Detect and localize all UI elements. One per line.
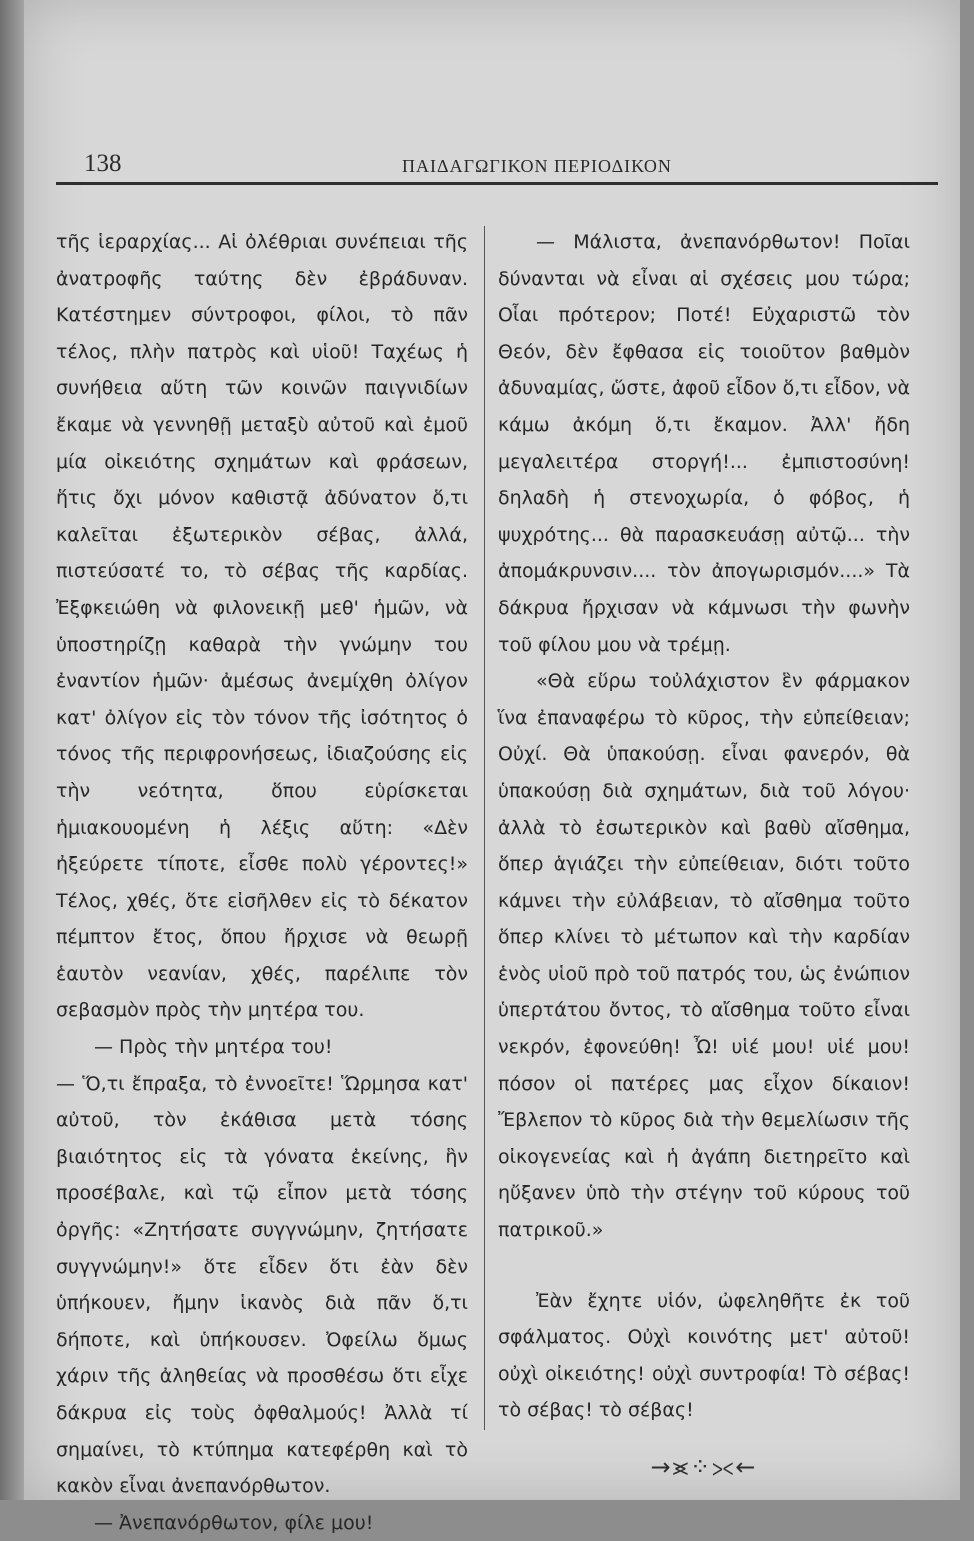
right-column — [498, 224, 910, 1486]
paragraph: — Μάλιστα, ἀνεπανόρθωτον! Ποῖαι δύνανται νὰ εἶναι αἱ σχέσεις μου τώρα; Οἷαι πρότερον; Ποτέ! Εὐχαριστῶ τὸν Θεόν, δὲν ἔφθασα εἰς τοιοῦτον βαθμὸν ἀδυναμίας, ὥστε, ἀφοῦ εἶδον ὅ,τι εἶδον, νὰ κάμω ἀκόμη ὅ,τι ἔκαμον. Ἀλλ' ἤδη μεγαλειτέρα στοργή!... ἐμπιστοσύνη! δηλαδὴ ἡ στενοχωρία, ὁ φόβος, ἡ ψυχρότης... θὰ παρασκευάσῃ αὐτῷ... τὴν ἀπομάκρυνσιν.... τὸν ἀπογωρισμόν....» Τὰ δάκρυα ἤρχισαν νὰ κάμνωσι τὴν φωνὴν τοῦ φίλου μου νὰ τρέμῃ. — [498, 231, 910, 656]
column-divider — [484, 226, 485, 1430]
book-binding-edge — [0, 0, 24, 1500]
ornament-divider-icon: →⪤⁘⪥← — [650, 1453, 758, 1481]
paragraph: — Πρὸς τὴν μητέρα του! — [94, 1036, 333, 1059]
paragraph: Ἐὰν ἔχητε υἱόν, ὠφεληθῆτε ἐκ τοῦ σφάλματος. Οὐχὶ κοινότης μετ' αὐτοῦ! οὐχὶ οἰκειότης! οὐχὶ συντροφία! Τὸ σέβας! τὸ σέβας! τὸ σέβας! — [498, 1289, 910, 1422]
page-number: 138 — [84, 150, 122, 177]
paragraph: «Θὰ εὕρω τοὐλάχιστον ἓν φάρμακον ἵνα ἐπαναφέρω τὸ κῦρος, τὴν εὐπείθειαν; Οὐχί. Θὰ ὑπακούσῃ. εἶναι φανερόν, θὰ ὑπακούσῃ διὰ σχημάτων, διὰ τοῦ λόγου· ἀλλὰ τὸ ἐσωτερικὸν καὶ βαθὺ αἴσθημα, ὅπερ ἁγιάζει τὴν εὐπείθειαν, διότι τοῦτο κάμνει τὴν εὐλάβειαν, τὸ αἴσθημα τοῦτο ὅπερ κλίνει τὸ μέτωπον καὶ τὴν καρδίαν ἑνὸς υἱοῦ πρὸ τοῦ πατρός του, ὡς ἐνώπιον ὑπερτάτου ὄντος, τὸ αἴσθημα τοῦτο εἶναι νεκρόν, ἐφονεύθη! Ὦ! υἱέ μου! υἱέ μου! πόσον οἱ πατέρες μας εἶχον δίκαιον! Ἔβλεπον τὸ κῦρος διὰ τὴν θεμελίωσιν τῆς οἰκογενείας καὶ ἡ ἀγάπη διετηρεῖτο καὶ ηὔξανεν ὑπὸ τὴν στέγην τοῦ κύρους τοῦ πατρικοῦ.» — [498, 670, 910, 1242]
paragraph: τῆς ἱεραρχίας... Αἱ ὀλέθριαι συνέπειαι τῆς ἀνατροφῆς ταύτης δὲν ἐβράδυναν. Κατέστημεν σύντροφοι, φίλοι, τὸ πᾶν τέλος, πλὴν πατρὸς καὶ υἱοῦ! Ταχέως ἡ συνήθεια αὕτη τῶν κοινῶν παιγνιδίων ἔκαμε νὰ γεννηθῇ μεταξὺ αὐτοῦ καὶ ἐμοῦ μία οἰκειότης σχημάτων καὶ φράσεων, ἥτις ὄχι μόνον καθιστᾷ ἀδύνατον ὅ,τι καλεῖται ἐξωτερικὸν σέβας, ἀλλά, πιστεύσατέ το, τὸ σέβας τῆς καρδίας. Ἐξφκειώθη νὰ φιλονεικῇ μεθ' ἡμῶν, νὰ ὑποστηρίζῃ καθαρὰ τὴν γνώμην του ἐναντίον ἡμῶν· ἀμέσως ἀνεμίχθη ὀλίγον κατ' ὀλίγον εἰς τὸν τόνον τῆς ἰσότητος ὁ τόνος τῆς περιφρονήσεως, ἰδιαζούσης εἰς τὴν νεότητα, ὅπου εὑρίσκεται ἡμιακουομένη ἡ λέξις αὕτη: «Δὲν ἠξεύρετε τίποτε, εἶσθε πολὺ γέροντες!» Τέλος, χθές, ὅτε εἰσῆλθεν εἰς τὸ δέκατον πέμπτον ἔτος, ὅπου ἤρχισε νὰ θεωρῇ ἑαυτὸν νεανίαν, χθές, παρέλιπε τὸν σεβασμὸν πρὸς τὴν μητέρα του. — [56, 231, 468, 1022]
paragraph-gap — [498, 1249, 910, 1283]
running-title: ΠΑΙΔΑΓΩΓΙΚΟΝ ΠΕΡΙΟΔΙΚΟΝ — [402, 156, 672, 176]
left-column — [56, 224, 468, 1541]
paragraph: — Ἀνεπανόρθωτον, φίλε μου! — [94, 1511, 374, 1534]
paragraph: — Ὅ,τι ἔπραξα, τὸ ἐννοεῖτε! Ὥρμησα κατ' αὐτοῦ, τὸν ἐκάθισα μετὰ τόσης βιαιότητος εἰς τὰ γόνατα ἐκείνης, ἣν προσέβαλε, καὶ τῷ εἶπον μετὰ τόσης ὀργῆς: «Ζητήσατε συγγνώμην, ζητήσατε συγγνώμην!» ὅτε εἶδεν ὅτι ἐὰν δὲν ὑπήκουεν, ἤμην ἱκανὸς διὰ πᾶν ὅ,τι δήποτε, καὶ ὑπήκουσεν. Ὀφείλω ὅμως χάριν τῆς ἀληθείας νὰ προσθέσω ὅτι εἶχε δάκρυα εἰς τοὺς ὀφθαλμούς! Ἀλλὰ τί σημαίνει, τὸ κτύπημα κατεφέρθη καὶ τὸ κακὸν εἶναι ἀνεπανόρθωτον. — [56, 1072, 468, 1498]
header-rule — [56, 182, 938, 185]
